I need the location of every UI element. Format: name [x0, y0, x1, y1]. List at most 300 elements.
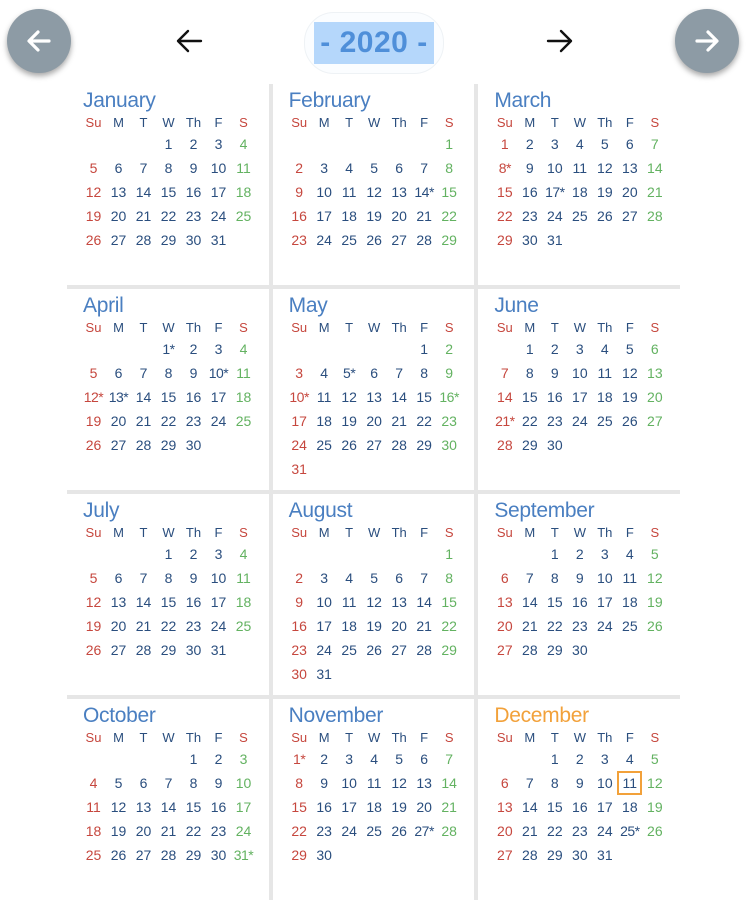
day-cell[interactable]: 18: [341, 618, 357, 634]
day-cell[interactable]: 30: [185, 437, 202, 453]
day-cell[interactable]: 17: [597, 594, 613, 610]
day-cell[interactable]: 12: [366, 184, 382, 200]
day-cell[interactable]: 8: [189, 775, 198, 791]
day-cell[interactable]: 15: [522, 389, 538, 405]
day-cell[interactable]: 27: [391, 232, 407, 248]
day-cell[interactable]: 17: [210, 389, 227, 405]
day-cell[interactable]: 7: [525, 775, 534, 791]
day-cell[interactable]: 21: [416, 208, 432, 224]
day-cell[interactable]: 31: [547, 232, 563, 248]
day-cell[interactable]: 24: [341, 823, 357, 839]
day-cell[interactable]: 17: [316, 618, 332, 634]
day-cell[interactable]: 10*: [289, 389, 309, 405]
day-cell[interactable]: 27: [497, 642, 513, 658]
day-cell[interactable]: 17: [341, 799, 357, 815]
day-cell[interactable]: 13: [135, 799, 152, 815]
day-cell[interactable]: 6: [370, 365, 379, 381]
day-cell[interactable]: 9: [295, 184, 304, 200]
day-cell[interactable]: 6: [114, 365, 123, 381]
day-cell[interactable]: 16: [547, 389, 563, 405]
day-cell[interactable]: 28: [522, 847, 538, 863]
day-cell[interactable]: 28: [416, 642, 432, 658]
day-cell[interactable]: 8: [295, 775, 304, 791]
day-cell[interactable]: 26: [622, 413, 638, 429]
day-cell[interactable]: 29: [441, 642, 457, 658]
day-cell[interactable]: 4: [345, 570, 354, 586]
day-cell[interactable]: 2: [295, 570, 304, 586]
year-selector[interactable]: [304, 12, 444, 74]
day-cell[interactable]: 21: [160, 823, 177, 839]
day-cell[interactable]: 29: [441, 232, 457, 248]
day-cell[interactable]: 19: [85, 618, 102, 634]
day-cell[interactable]: 21*: [495, 413, 515, 429]
day-cell[interactable]: 20: [110, 618, 127, 634]
day-cell[interactable]: 8: [164, 160, 173, 176]
month-title[interactable]: November: [288, 704, 384, 727]
day-cell[interactable]: 28: [135, 642, 152, 658]
day-cell[interactable]: 8: [164, 570, 173, 586]
day-cell[interactable]: 27: [110, 232, 127, 248]
day-cell[interactable]: 10: [341, 775, 357, 791]
day-cell[interactable]: 23: [441, 413, 457, 429]
day-cell[interactable]: 2: [550, 341, 559, 357]
day-cell[interactable]: 25: [597, 413, 613, 429]
day-cell[interactable]: 20: [110, 413, 127, 429]
month-title[interactable]: March: [494, 89, 552, 112]
day-cell[interactable]: 18: [235, 594, 252, 610]
day-cell[interactable]: 7: [650, 136, 659, 152]
day-cell[interactable]: 25: [85, 847, 102, 863]
day-cell[interactable]: 6: [625, 136, 634, 152]
day-cell[interactable]: 25: [572, 208, 588, 224]
day-cell[interactable]: 10: [316, 594, 332, 610]
day-cell[interactable]: 30: [291, 666, 307, 682]
day-cell[interactable]: 5*: [343, 365, 356, 381]
day-cell[interactable]: 23: [185, 618, 202, 634]
day-cell[interactable]: 14: [416, 594, 432, 610]
day-cell[interactable]: 25: [341, 232, 357, 248]
day-cell[interactable]: 19: [647, 799, 663, 815]
day-cell[interactable]: 3: [214, 136, 223, 152]
day-cell[interactable]: 3: [600, 546, 609, 562]
day-cell[interactable]: 18: [597, 389, 613, 405]
day-cell[interactable]: 15: [441, 594, 457, 610]
day-cell[interactable]: 24: [210, 413, 227, 429]
day-cell[interactable]: 31: [597, 847, 613, 863]
day-cell[interactable]: 7: [420, 570, 429, 586]
day-cell[interactable]: 4: [575, 136, 584, 152]
day-cell[interactable]: 11: [341, 594, 357, 610]
day-cell[interactable]: 3: [345, 751, 354, 767]
day-cell[interactable]: 1: [189, 751, 198, 767]
day-cell[interactable]: 27*: [414, 823, 434, 839]
day-cell[interactable]: 28: [160, 847, 177, 863]
day-cell[interactable]: 28: [416, 232, 432, 248]
day-cell[interactable]: 23: [547, 413, 563, 429]
month-title[interactable]: September: [494, 499, 595, 522]
day-cell[interactable]: 4: [625, 751, 634, 767]
day-cell[interactable]: 7: [500, 365, 509, 381]
day-cell[interactable]: 29: [547, 642, 563, 658]
day-cell[interactable]: 11: [341, 184, 357, 200]
day-cell[interactable]: 22: [185, 823, 202, 839]
day-cell[interactable]: 31: [210, 232, 227, 248]
day-cell[interactable]: 14: [522, 594, 538, 610]
day-cell[interactable]: 22: [547, 618, 563, 634]
day-cell[interactable]: 21: [522, 823, 538, 839]
day-cell[interactable]: 4: [320, 365, 329, 381]
day-cell[interactable]: 14: [135, 389, 152, 405]
day-cell[interactable]: 15: [416, 389, 432, 405]
day-cell[interactable]: 12: [110, 799, 127, 815]
day-cell[interactable]: 5: [114, 775, 123, 791]
day-cell[interactable]: 19: [597, 184, 613, 200]
day-cell[interactable]: 30: [316, 847, 332, 863]
day-cell[interactable]: 12: [597, 160, 613, 176]
day-cell[interactable]: 12: [85, 184, 102, 200]
day-cell[interactable]: 3: [575, 341, 584, 357]
day-cell[interactable]: 18: [366, 799, 382, 815]
day-cell[interactable]: 28: [522, 642, 538, 658]
day-cell[interactable]: 27: [647, 413, 663, 429]
day-cell[interactable]: 26: [85, 437, 102, 453]
day-cell[interactable]: 3: [214, 546, 223, 562]
day-cell[interactable]: 20: [416, 799, 432, 815]
day-cell[interactable]: 25: [622, 618, 638, 634]
day-cell[interactable]: 30: [522, 232, 538, 248]
day-cell[interactable]: 11: [597, 365, 613, 381]
day-cell[interactable]: 2: [214, 751, 223, 767]
day-cell[interactable]: 8: [445, 570, 454, 586]
day-cell[interactable]: 2: [320, 751, 329, 767]
day-cell[interactable]: 19: [341, 413, 357, 429]
day-cell[interactable]: 24: [291, 437, 307, 453]
day-cell[interactable]: 28: [441, 823, 457, 839]
day-cell[interactable]: 30: [572, 847, 588, 863]
day-cell[interactable]: 17: [210, 594, 227, 610]
day-cell[interactable]: 19: [85, 208, 102, 224]
day-cell[interactable]: 3: [239, 751, 248, 767]
day-cell[interactable]: 16: [291, 208, 307, 224]
day-cell[interactable]: 9: [214, 775, 223, 791]
day-cell[interactable]: 23: [316, 823, 332, 839]
day-cell[interactable]: 6: [395, 160, 404, 176]
day-cell[interactable]: 18: [316, 413, 332, 429]
day-cell[interactable]: 8: [525, 365, 534, 381]
day-cell[interactable]: 7: [164, 775, 173, 791]
day-cell[interactable]: 1*: [162, 341, 175, 357]
day-cell[interactable]: 6: [395, 570, 404, 586]
day-cell[interactable]: 12*: [83, 389, 104, 405]
day-cell[interactable]: 5: [89, 570, 98, 586]
day-cell[interactable]: 22: [291, 823, 307, 839]
day-cell[interactable]: 23: [210, 823, 227, 839]
day-cell[interactable]: 8: [164, 365, 173, 381]
day-cell[interactable]: 27: [622, 208, 638, 224]
day-cell[interactable]: 30: [547, 437, 563, 453]
day-cell[interactable]: 24: [316, 232, 332, 248]
day-cell[interactable]: 12: [647, 775, 663, 791]
day-cell[interactable]: 16: [185, 389, 202, 405]
day-cell[interactable]: 24: [547, 208, 563, 224]
day-cell[interactable]: 21: [135, 618, 152, 634]
day-cell[interactable]: 11: [236, 570, 251, 586]
day-cell[interactable]: 9: [295, 594, 304, 610]
day-cell[interactable]: 2: [189, 546, 198, 562]
day-cell[interactable]: 4: [239, 546, 248, 562]
day-cell[interactable]: 29: [160, 642, 177, 658]
day-cell[interactable]: 4: [370, 751, 379, 767]
day-cell[interactable]: 8: [445, 160, 454, 176]
day-cell[interactable]: 10: [235, 775, 252, 791]
day-cell[interactable]: 29: [185, 847, 202, 863]
day-cell[interactable]: 22: [160, 413, 177, 429]
day-cell[interactable]: 13: [497, 594, 513, 610]
day-cell[interactable]: 7: [139, 365, 148, 381]
day-cell[interactable]: 6: [650, 341, 659, 357]
day-cell[interactable]: 30: [441, 437, 457, 453]
day-cell[interactable]: 3: [320, 570, 329, 586]
day-cell[interactable]: 18: [85, 823, 102, 839]
day-cell[interactable]: 6: [114, 160, 123, 176]
day-cell[interactable]: 19: [647, 594, 663, 610]
day-cell[interactable]: 8: [550, 775, 559, 791]
day-cell[interactable]: 5: [625, 341, 634, 357]
day-cell[interactable]: 7: [395, 365, 404, 381]
day-cell[interactable]: 14: [647, 160, 663, 176]
day-cell[interactable]: 27: [497, 847, 513, 863]
month-title[interactable]: July: [83, 499, 120, 522]
day-cell[interactable]: 2: [575, 751, 584, 767]
day-cell[interactable]: 29: [497, 232, 513, 248]
month-title[interactable]: December: [494, 704, 589, 727]
month-title[interactable]: October: [83, 704, 156, 727]
day-cell[interactable]: 19: [366, 208, 382, 224]
day-cell[interactable]: 28: [135, 232, 152, 248]
day-cell[interactable]: 15: [547, 799, 563, 815]
day-cell[interactable]: 19: [366, 618, 382, 634]
day-cell[interactable]: 28: [647, 208, 663, 224]
day-cell[interactable]: 16: [185, 594, 202, 610]
day-cell[interactable]: 2: [189, 136, 198, 152]
day-cell[interactable]: 21: [441, 799, 457, 815]
day-cell[interactable]: 11: [86, 799, 101, 815]
day-cell[interactable]: 16: [210, 799, 227, 815]
day-cell[interactable]: 4: [239, 341, 248, 357]
day-cell[interactable]: 18: [341, 208, 357, 224]
day-cell[interactable]: 16*: [439, 389, 459, 405]
day-cell[interactable]: 7: [139, 160, 148, 176]
day-cell[interactable]: 3: [214, 341, 223, 357]
day-cell[interactable]: 1: [445, 136, 454, 152]
day-cell[interactable]: 20: [391, 208, 407, 224]
day-cell[interactable]: 14: [391, 389, 407, 405]
day-cell[interactable]: 22: [547, 823, 563, 839]
day-cell[interactable]: 9: [189, 570, 198, 586]
day-cell[interactable]: 5: [395, 751, 404, 767]
day-cell[interactable]: 18: [622, 594, 638, 610]
day-cell[interactable]: 17: [572, 389, 588, 405]
day-cell[interactable]: 10*: [208, 365, 229, 381]
day-cell[interactable]: 23: [291, 642, 307, 658]
day-cell[interactable]: 2: [525, 136, 534, 152]
day-cell[interactable]: 20: [497, 618, 513, 634]
day-cell[interactable]: 26: [647, 618, 663, 634]
day-cell[interactable]: 11: [236, 160, 251, 176]
month-title[interactable]: January: [83, 89, 156, 112]
day-cell[interactable]: 26: [110, 847, 127, 863]
day-cell[interactable]: 22: [160, 618, 177, 634]
day-cell[interactable]: 22: [416, 413, 432, 429]
arrow-right-icon[interactable]: [544, 25, 576, 57]
day-cell[interactable]: 13: [647, 365, 663, 381]
day-cell[interactable]: 9: [525, 160, 534, 176]
day-cell[interactable]: 7: [445, 751, 454, 767]
day-cell[interactable]: 9: [320, 775, 329, 791]
day-cell[interactable]: 1: [550, 546, 559, 562]
day-cell[interactable]: 8: [550, 570, 559, 586]
day-cell[interactable]: 5: [89, 160, 98, 176]
day-cell[interactable]: 24: [597, 618, 613, 634]
today-cell[interactable]: 11: [617, 771, 642, 795]
day-cell[interactable]: 3: [295, 365, 304, 381]
day-cell[interactable]: 28: [497, 437, 513, 453]
day-cell[interactable]: 29: [160, 232, 177, 248]
month-title[interactable]: April: [83, 294, 124, 317]
day-cell[interactable]: 9: [189, 365, 198, 381]
day-cell[interactable]: 10: [210, 570, 227, 586]
day-cell[interactable]: 3: [550, 136, 559, 152]
day-cell[interactable]: 13: [416, 775, 432, 791]
day-cell[interactable]: 15: [160, 184, 177, 200]
day-cell[interactable]: 26: [366, 232, 382, 248]
day-cell[interactable]: 27: [391, 642, 407, 658]
day-cell[interactable]: 5: [650, 546, 659, 562]
day-cell[interactable]: 13: [110, 184, 127, 200]
day-cell[interactable]: 20: [391, 618, 407, 634]
day-cell[interactable]: 13: [622, 160, 638, 176]
day-cell[interactable]: 27: [366, 437, 382, 453]
day-cell[interactable]: 13: [391, 594, 407, 610]
day-cell[interactable]: 10: [316, 184, 332, 200]
day-cell[interactable]: 14: [497, 389, 513, 405]
day-cell[interactable]: 28: [391, 437, 407, 453]
day-cell[interactable]: 24: [316, 642, 332, 658]
day-cell[interactable]: 23: [185, 413, 202, 429]
day-cell[interactable]: 22: [441, 618, 457, 634]
day-cell[interactable]: 17: [316, 208, 332, 224]
day-cell[interactable]: 18: [572, 184, 588, 200]
day-cell[interactable]: 9: [445, 365, 454, 381]
day-cell[interactable]: 16: [522, 184, 538, 200]
day-cell[interactable]: 29: [291, 847, 307, 863]
day-cell[interactable]: 17: [235, 799, 252, 815]
day-cell[interactable]: 16: [572, 799, 588, 815]
day-cell[interactable]: 17*: [545, 184, 565, 200]
day-cell[interactable]: 1: [500, 136, 509, 152]
day-cell[interactable]: 23: [572, 618, 588, 634]
day-cell[interactable]: 1: [164, 546, 173, 562]
day-cell[interactable]: 19: [110, 823, 127, 839]
day-cell[interactable]: 12: [341, 389, 357, 405]
day-cell[interactable]: 12: [647, 570, 663, 586]
day-cell[interactable]: 13: [110, 594, 127, 610]
day-cell[interactable]: 7: [525, 570, 534, 586]
day-cell[interactable]: 6: [139, 775, 148, 791]
day-cell[interactable]: 7: [139, 570, 148, 586]
day-cell[interactable]: 24: [572, 413, 588, 429]
day-cell[interactable]: 13: [391, 184, 407, 200]
day-cell[interactable]: 28: [135, 437, 152, 453]
day-cell[interactable]: 10: [572, 365, 588, 381]
day-cell[interactable]: 25: [316, 437, 332, 453]
day-cell[interactable]: 6: [500, 775, 509, 791]
day-cell[interactable]: 6: [500, 570, 509, 586]
day-cell[interactable]: 1: [420, 341, 429, 357]
day-cell[interactable]: 27: [110, 642, 127, 658]
day-cell[interactable]: 9: [575, 775, 584, 791]
day-cell[interactable]: 5: [370, 160, 379, 176]
day-cell[interactable]: 20: [135, 823, 152, 839]
day-cell[interactable]: 11: [366, 775, 382, 791]
day-cell[interactable]: 21: [522, 618, 538, 634]
day-cell[interactable]: 24: [210, 208, 227, 224]
day-cell[interactable]: 20: [647, 389, 663, 405]
month-title[interactable]: August: [288, 499, 353, 522]
day-cell[interactable]: 2: [189, 341, 198, 357]
day-cell[interactable]: 25: [366, 823, 382, 839]
day-cell[interactable]: 21: [416, 618, 432, 634]
day-cell[interactable]: 25: [235, 618, 252, 634]
day-cell[interactable]: 6: [420, 751, 429, 767]
day-cell[interactable]: 26: [341, 437, 357, 453]
day-cell[interactable]: 25: [341, 642, 357, 658]
day-cell[interactable]: 2: [295, 160, 304, 176]
day-cell[interactable]: 21: [135, 208, 152, 224]
day-cell[interactable]: 5: [89, 365, 98, 381]
day-cell[interactable]: 19: [391, 799, 407, 815]
day-cell[interactable]: 30: [572, 642, 588, 658]
day-cell[interactable]: 2: [575, 546, 584, 562]
day-cell[interactable]: 1: [164, 136, 173, 152]
day-cell[interactable]: 9: [550, 365, 559, 381]
day-cell[interactable]: 12: [85, 594, 102, 610]
day-cell[interactable]: 25*: [620, 823, 640, 839]
day-cell[interactable]: 4: [600, 341, 609, 357]
day-cell[interactable]: 23: [522, 208, 538, 224]
month-title[interactable]: June: [494, 294, 539, 317]
day-cell[interactable]: 26: [85, 232, 102, 248]
day-cell[interactable]: 15: [185, 799, 202, 815]
day-cell[interactable]: 20: [110, 208, 127, 224]
day-cell[interactable]: 24: [597, 823, 613, 839]
day-cell[interactable]: 20: [497, 823, 513, 839]
day-cell[interactable]: 22: [441, 208, 457, 224]
day-cell[interactable]: 24: [235, 823, 252, 839]
day-cell[interactable]: 20: [366, 413, 382, 429]
day-cell[interactable]: 3: [320, 160, 329, 176]
day-cell[interactable]: 14: [522, 799, 538, 815]
day-cell[interactable]: 16: [572, 594, 588, 610]
day-cell[interactable]: 4: [345, 160, 354, 176]
day-cell[interactable]: 15: [547, 594, 563, 610]
day-cell[interactable]: 16: [316, 799, 332, 815]
day-cell[interactable]: 2: [445, 341, 454, 357]
day-cell[interactable]: 19: [85, 413, 102, 429]
day-cell[interactable]: 16: [185, 184, 202, 200]
day-cell[interactable]: 31: [316, 666, 332, 682]
day-cell[interactable]: 7: [420, 160, 429, 176]
